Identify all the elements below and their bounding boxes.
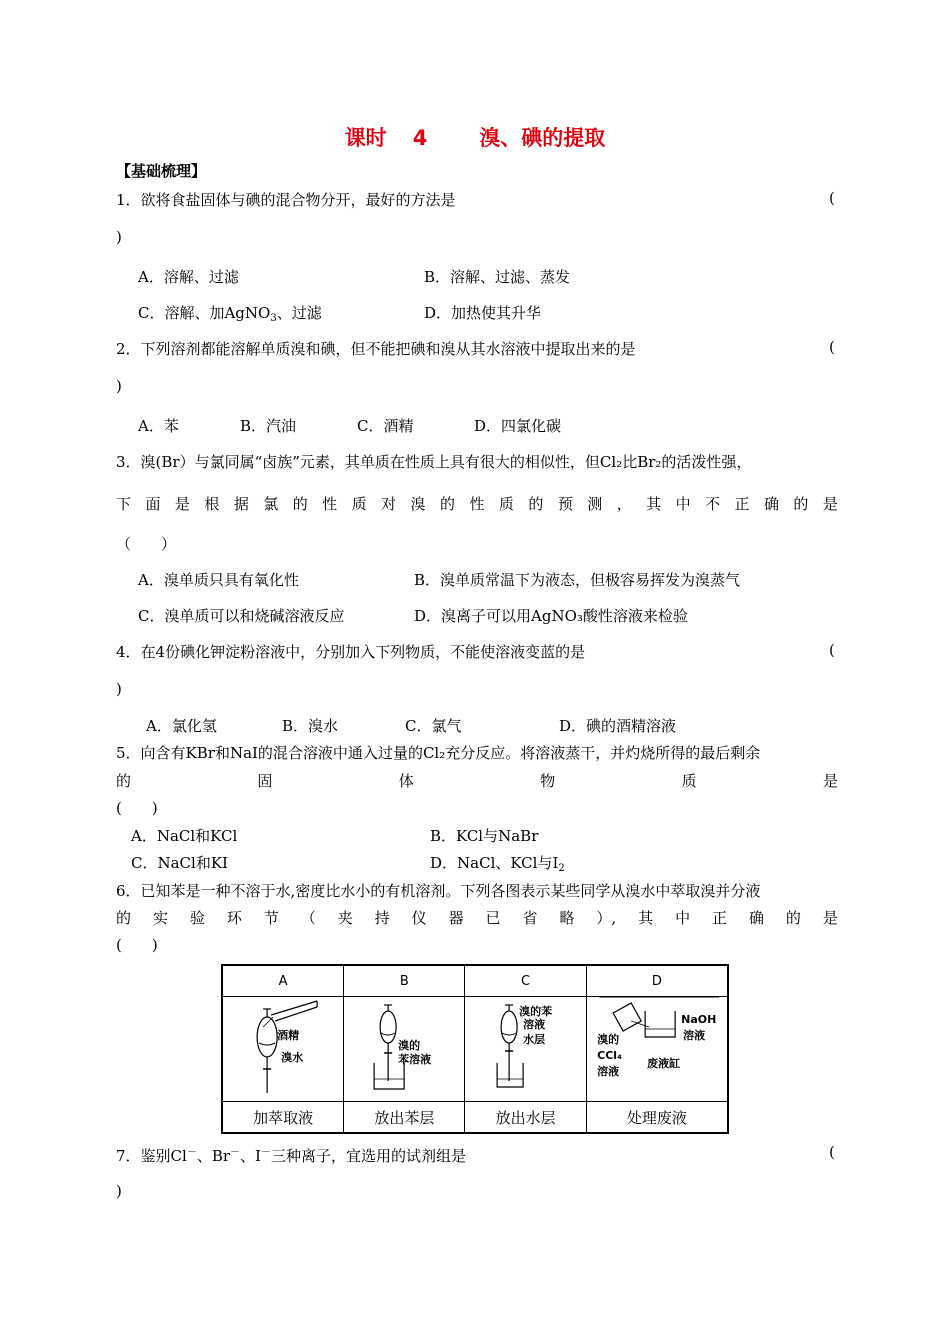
spread-char: 的	[116, 772, 132, 790]
spread-char: 性	[469, 495, 485, 513]
spread-char: 氯	[263, 495, 279, 513]
label-bromine-water: 溴水	[281, 1051, 304, 1064]
caption-b: 放出苯层	[344, 1102, 465, 1134]
spread-char: 面	[145, 495, 161, 513]
spread-char: 正	[712, 909, 728, 927]
spread-char: 验	[189, 909, 205, 927]
spread-char: 的	[116, 909, 132, 927]
spread-char: 的	[292, 495, 308, 513]
label-naoh: NaOH	[680, 1013, 717, 1026]
label-alcohol: 酒精	[277, 1029, 300, 1042]
spread-char: （	[300, 909, 316, 927]
spread-char: 实	[152, 909, 168, 927]
caption-d: 处理废液	[586, 1102, 728, 1134]
spread-char: 固	[257, 772, 273, 790]
question-3-option-a: A．溴单质只具有氧化性	[138, 571, 299, 589]
question-2-paren-close: )	[116, 377, 122, 395]
question-3-option-d: D．溴离子可以用AgNO₃酸性溶液来检验	[414, 607, 688, 625]
spread-char: 其	[646, 495, 662, 513]
question-7-stem: 7．鉴别Cl－、Br－、I－三种离子，宜选用的试剂组是	[116, 1147, 466, 1165]
question-5-paren: ( )	[116, 799, 158, 817]
spread-char: 中	[675, 909, 691, 927]
spread-char: 确	[748, 909, 764, 927]
spread-char: 测	[587, 495, 603, 513]
question-7-paren-open: (	[829, 1143, 835, 1161]
spread-char: 器	[448, 909, 464, 927]
spread-char: 节	[263, 909, 279, 927]
question-2-option-d: D．四氯化碳	[474, 417, 562, 435]
spread-char: 质	[351, 495, 367, 513]
spread-char: 根	[204, 495, 220, 513]
caption-a: 加萃取液	[222, 1102, 344, 1134]
spread-char: 中	[675, 495, 691, 513]
label-bromine-benzene: 溴的苯	[519, 1005, 553, 1018]
question-2-option-c: C．酒精	[357, 417, 414, 435]
title-number: 4	[412, 126, 428, 150]
spread-char: 省	[522, 909, 538, 927]
question-2-stem: 2．下列溶剂都能溶解单质溴和碘，但不能把碘和溴从其水溶液中提取出来的是	[116, 340, 636, 358]
label-waste-tank: 废液缸	[646, 1057, 680, 1070]
spread-char: 对	[381, 495, 397, 513]
separatory-funnel-release-benzene-diagram	[344, 997, 464, 1101]
diagram-cell-b	[344, 997, 465, 1102]
table-header-b: B	[344, 965, 465, 997]
question-5-option-a: A．NaCl和KCl	[131, 827, 238, 845]
question-1-paren-open: (	[829, 189, 835, 207]
label-ccl4: CCl₄	[596, 1049, 622, 1062]
spread-char: 质	[498, 495, 514, 513]
waste-disposal-diagram	[587, 997, 727, 1101]
section-heading: 【基础梳理】	[116, 162, 207, 180]
spread-char: 是	[822, 495, 838, 513]
spread-char: 是	[174, 495, 190, 513]
question-5-line-2	[116, 770, 838, 791]
diagram-cell-d	[586, 997, 728, 1102]
question-3-option-b: B．溴单质常温下为液态，但极容易挥发为溴蒸气	[414, 571, 741, 589]
spread-char: 溴	[410, 495, 426, 513]
question-1-option-c: C．溶解、加AgNO$_3$、过滤	[138, 304, 322, 324]
question-3-line-2	[116, 493, 838, 514]
spread-char: 夹	[337, 909, 353, 927]
table-header-c: C	[465, 965, 586, 997]
question-5-option-d: D．NaCl、KCl与$I_2$	[430, 854, 565, 874]
question-1-option-d: D．加热使其升华	[424, 304, 542, 322]
caption-c: 放出水层	[465, 1102, 586, 1134]
spread-char: 质	[681, 772, 697, 790]
spread-char: 据	[233, 495, 249, 513]
spread-char: 环	[226, 909, 242, 927]
question-2-option-b: B．汽油	[240, 417, 297, 435]
spread-char: 仪	[411, 909, 427, 927]
spread-char: 其	[638, 909, 654, 927]
label-benzene-solution: 苯溶液	[398, 1053, 432, 1066]
question-2-option-a: A．苯	[138, 417, 179, 435]
apparatus-table	[221, 964, 729, 1134]
spread-char: 预	[557, 495, 573, 513]
question-6-line-1: 6．已知苯是一种不溶于水,密度比水小的有机溶剂。下列各图表示某些同学从溴水中萃取溴并分液	[116, 882, 761, 900]
separatory-funnel-release-water-diagram	[465, 997, 585, 1101]
spread-char: 的	[785, 909, 801, 927]
label-solution: 溶液	[523, 1018, 546, 1031]
question-4-option-b: B．溴水	[282, 717, 339, 735]
question-6-line-2	[116, 907, 838, 928]
question-3-line-1: 3．溴(Br）与氯同属“卤族”元素，其单质在性质上具有很大的相似性，但Cl₂比Br₂的活泼性强，	[116, 453, 752, 471]
spread-char: 物	[540, 772, 556, 790]
label-bromine-of: 溴的	[398, 1039, 421, 1052]
question-4-option-c: C．氯气	[405, 717, 462, 735]
spread-char: 的	[439, 495, 455, 513]
spread-char: 性	[322, 495, 338, 513]
title-topic: 溴、碘的提取	[479, 126, 606, 150]
label-water-layer: 水层	[523, 1033, 546, 1046]
question-1-paren-close: )	[116, 228, 122, 246]
question-4-paren-close: )	[116, 680, 122, 698]
spread-char: ）,	[596, 909, 617, 927]
question-2-paren-open: (	[829, 338, 835, 356]
question-3-paren: （ ）	[116, 535, 177, 553]
spread-char: 持	[374, 909, 390, 927]
page-title	[0, 122, 950, 152]
question-5-option-b: B．KCl与NaBr	[430, 827, 539, 845]
spread-char: 的	[793, 495, 809, 513]
diagram-cell-a	[222, 997, 344, 1102]
question-1-stem: 1．欲将食盐固体与碘的混合物分开，最好的方法是	[116, 191, 456, 209]
label-ccl4-solution: 溶液	[596, 1065, 619, 1078]
title-prefix: 课时	[344, 126, 387, 150]
label-naoh-solution: 溶液	[682, 1029, 705, 1042]
question-1-option-a: A．溶解、过滤	[138, 268, 239, 286]
question-4-option-a: A．氯化氢	[146, 717, 217, 735]
table-header-a: A	[222, 965, 344, 997]
spread-char: 不	[705, 495, 721, 513]
question-1-option-b: B．溶解、过滤、蒸发	[424, 268, 571, 286]
spread-char: 下	[116, 495, 132, 513]
separatory-funnel-add-extractant-diagram	[223, 997, 343, 1101]
question-4-paren-open: (	[829, 641, 835, 659]
label-bromine-in: 溴的	[596, 1033, 619, 1046]
question-4-stem: 4．在4份碘化钾淀粉溶液中，分别加入下列物质，不能使溶液变蓝的是	[116, 643, 586, 661]
question-5-line-1: 5．向含有KBr和NaI的混合溶液中通入过量的Cl₂充分反应。将溶液蒸干，并灼烧所得的最后剩余	[116, 744, 761, 762]
spread-char: 略	[559, 909, 575, 927]
spread-char: ，	[616, 495, 632, 513]
spread-char: 正	[734, 495, 750, 513]
table-header-d: D	[586, 965, 728, 997]
question-4-option-d: D．碘的酒精溶液	[559, 717, 677, 735]
question-6-paren: ( )	[116, 936, 158, 954]
spread-char: 体	[398, 772, 414, 790]
spread-char: 是	[822, 772, 838, 790]
spread-char: 已	[485, 909, 501, 927]
question-3-option-c: C．溴单质可以和烧碱溶液反应	[138, 607, 345, 625]
diagram-cell-c	[465, 997, 586, 1102]
spread-char: 确	[763, 495, 779, 513]
question-5-option-c: C．NaCl和KI	[131, 854, 228, 872]
spread-char: 的	[528, 495, 544, 513]
spread-char: 是	[822, 909, 838, 927]
question-7-paren-close: )	[116, 1182, 122, 1200]
